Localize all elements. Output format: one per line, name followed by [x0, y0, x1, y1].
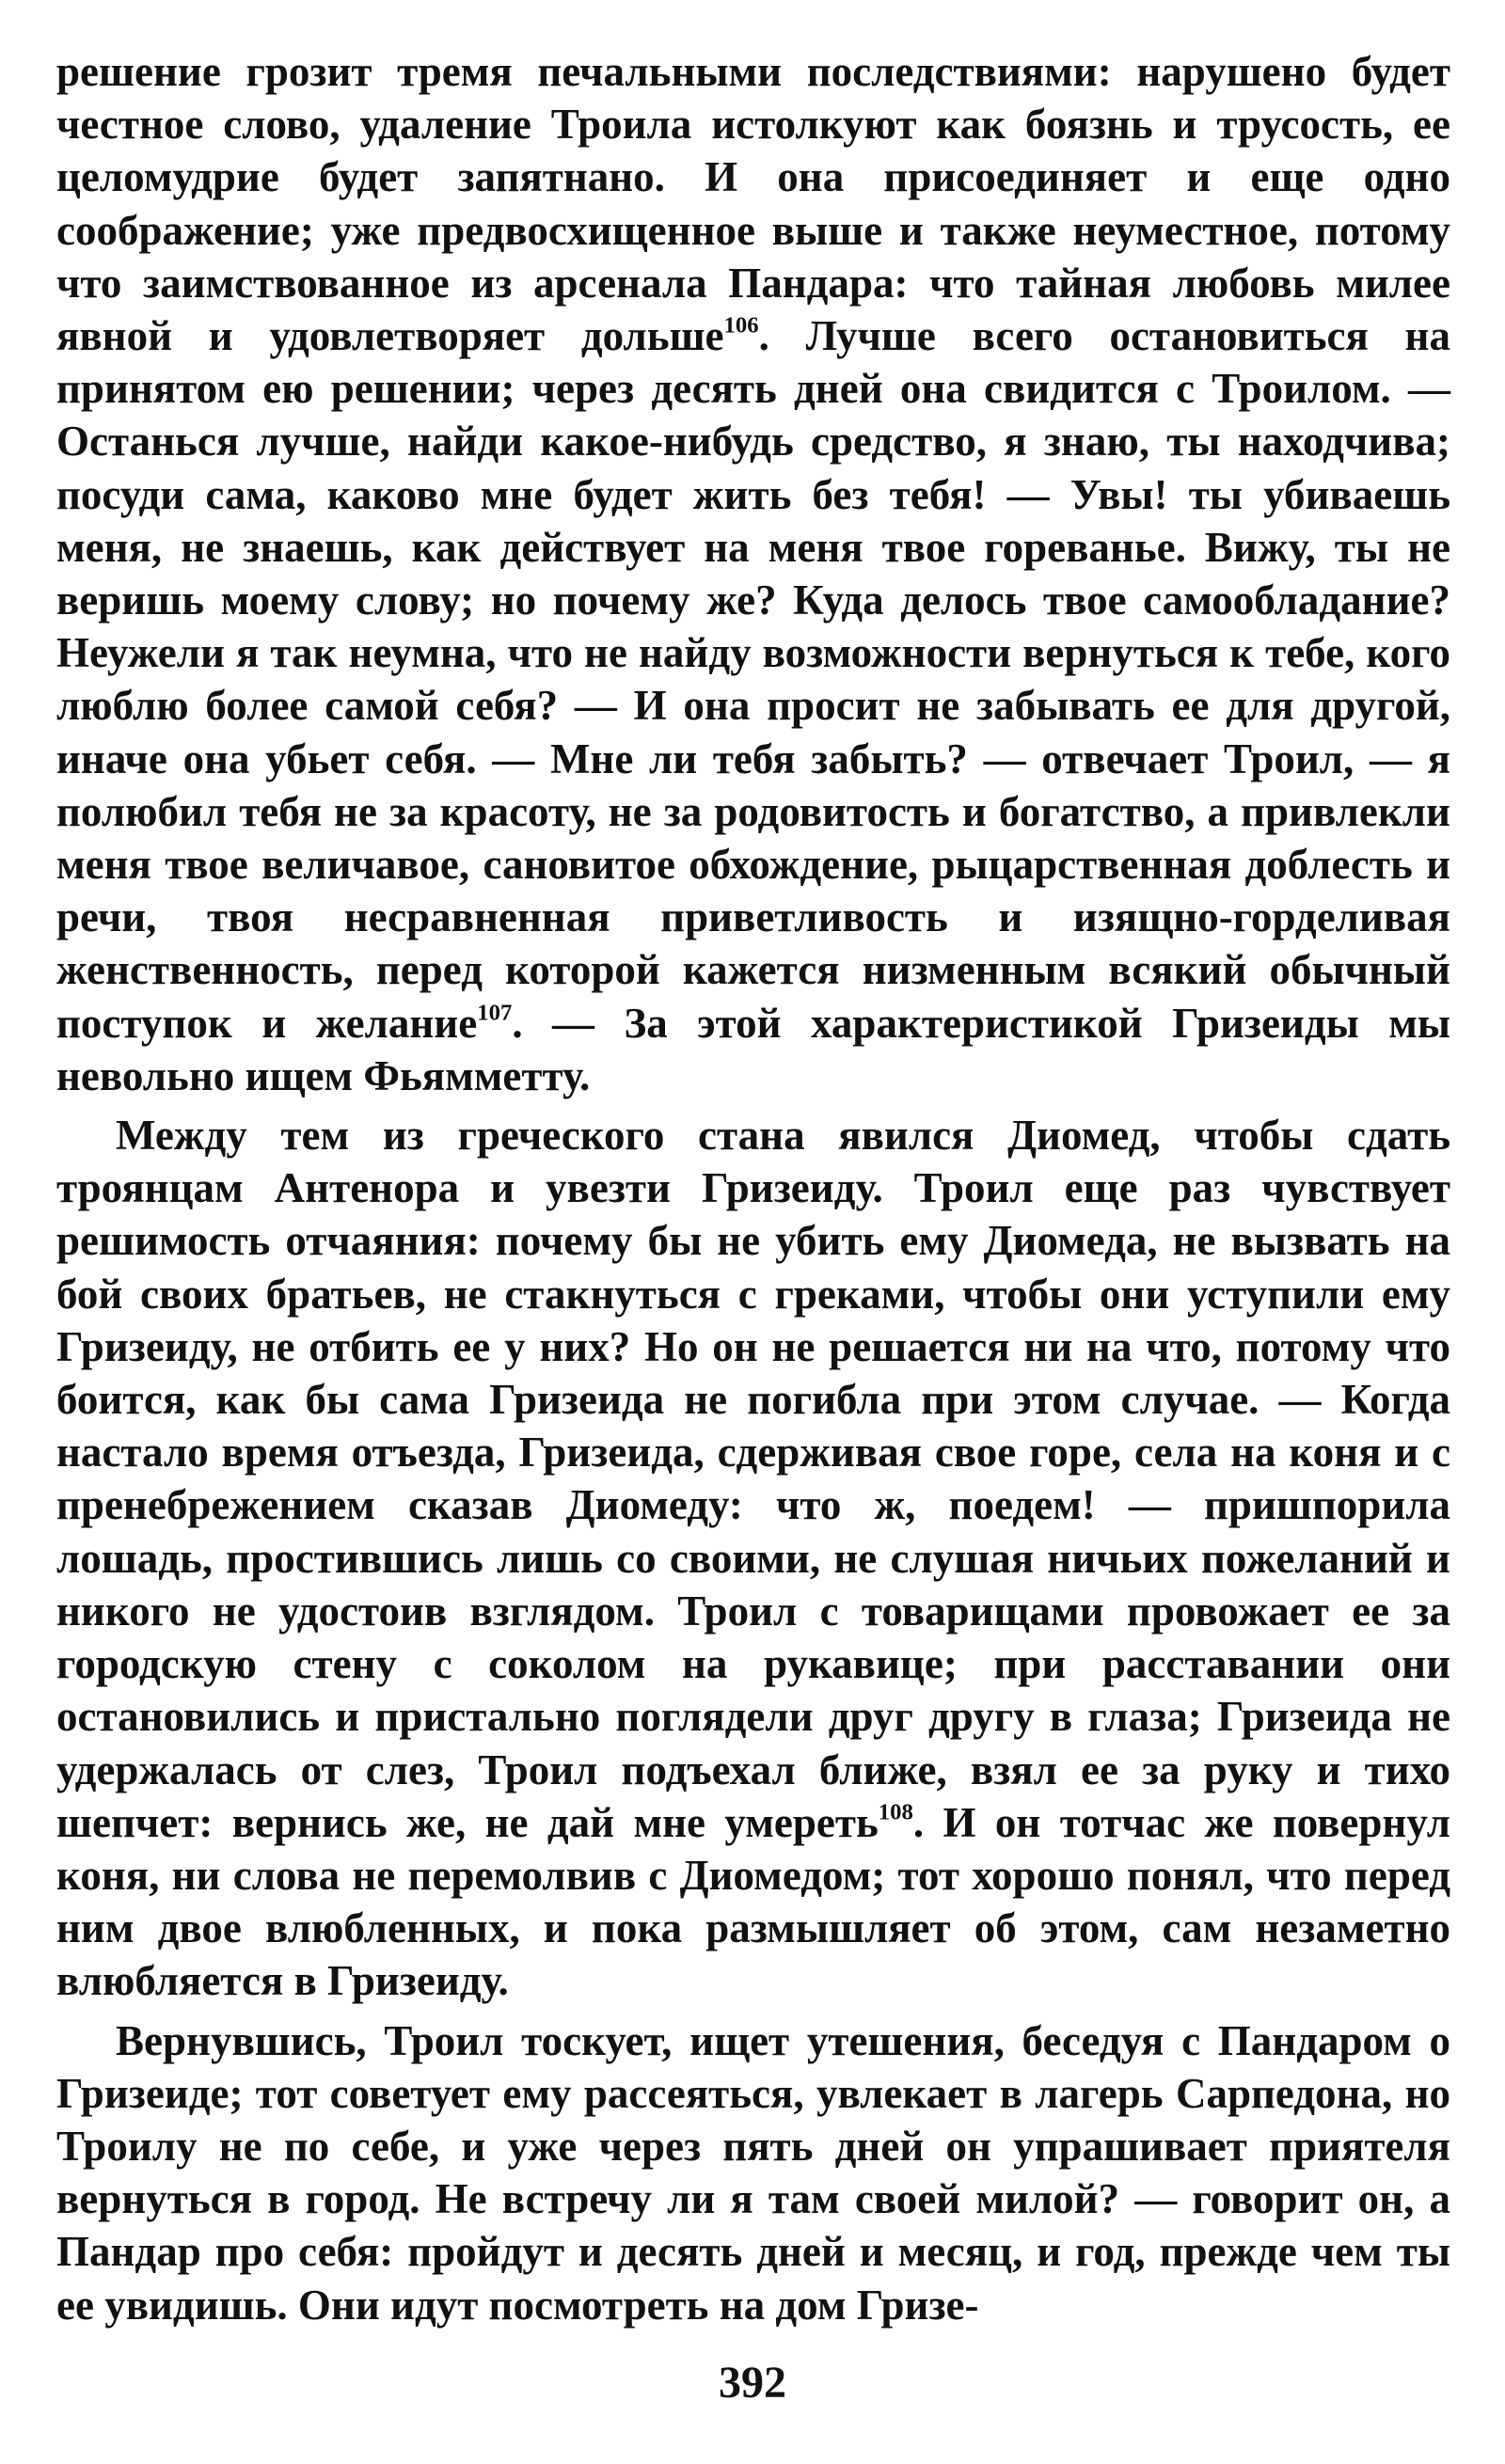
- footnote-marker: 106: [723, 312, 759, 339]
- paragraph-text: Между тем из греческого стана явился Диомед, чтобы сдать троянцам Антенора и увезти Гризеиду. Троил еще раз чувствует решимость отчаяния: почему бы не убить ему Диомеда, не вызвать на бой своих братьев, не стакнуться с греками, чтобы они уступили ему Гризеиду, не отбить ее у них? Но он не решается ни на что, потому что боится, как бы сама Гризеида не погибла при этом случае. — Когда настало время отъезда, Гризеида, сдерживая свое горе, села на коня и с пренебрежением сказав Диомеду: что ж, поедем! — пришпорила лошадь, простившись лишь со своими, не слушая ничьих пожеланий и никого не удостоив взглядом. Троил с товарищами провожает ее за городскую стену с соколом на рукавице; при расставании они остановились и пристально поглядели друг другу в глаза; Гризеида не удержалась от слез, Троил подъехал ближе, взял ее за руку и тихо шепчет: вернись же, не дай мне умереть: [56, 1112, 1450, 1846]
- paragraph: [56, 2014, 1450, 2331]
- footnote-marker: 107: [477, 1000, 513, 1026]
- paragraph-text: . И он тотчас же повернул коня, ни слова не перемолвив с Диомедом; тот хорошо понял, что перед ним двое влюбленных, и пока размышляет об этом, сам незаметно влюбляется в Гризеиду.: [56, 1798, 1450, 2005]
- paragraph: [56, 1109, 1450, 2007]
- paragraph-text: Вернувшись, Троил тоскует, ищет утешения, беседуя с Пандаром о Гризеиде; тот советует ему рассеяться, увлекает в лагерь Сарпедона, но Троилу не по себе, и уже через пять дней он упрашивает приятеля вернуться в город. Не встречу ли я там своей милой? — говорит он, а Пандар про себя: пройдут и десять дней и месяц, и год, прежде чем ты ее увидишь. Они идут посмотреть на дом Гризе-: [56, 2016, 1450, 2329]
- paragraph-text: . — За этой характеристикой Гризеиды мы невольно ищем Фьямметту.: [56, 999, 1450, 1099]
- paragraph-text: решение грозит тремя печальными последствиями: нарушено будет честное слово, удаление Троила истолкуют как боязнь и трусость, ее целомудрие будет запятнано. И она присоединяет и еще одно соображение; уже предвосхищенное выше и также неуместное, потому что заимствованное из арсенала Пандара: что тайная любовь милее явной и удовлетворяет дольше: [56, 48, 1450, 360]
- page-number: 392: [719, 2358, 786, 2408]
- book-page-text: [56, 45, 1450, 2331]
- footnote-marker: 108: [878, 1799, 913, 1825]
- paragraph-text: . Лучше всего остановиться на принятом ею решении; через десять дней она свидится с Троилом. — Останься лучше, найди какое-нибудь средство, я знаю, ты находчива; посуди сама, каково мне будет жить без тебя! — Увы! ты убиваешь меня, не знаешь, как действует на меня твое гореванье. Вижу, ты не веришь моему слову; но почему же? Куда делось твое самообладание? Неужели я так неумна, что не найду возможности вернуться к тебе, кого люблю более самой себя? — И она просит не забывать ее для другой, иначе она убьет себя. — Мне ли тебя забыть? — отвечает Троил, — я полюбил тебя не за красоту, не за родовитость и богатство, а привлекли меня твое величавое, сановитое обхождение, рыцарственная доблесть и речи, твоя несравненная приветливость и изящно-горделивая женственность, перед которой кажется низменным всякий обычный поступок и желание: [56, 312, 1450, 1047]
- paragraph: [56, 45, 1450, 1102]
